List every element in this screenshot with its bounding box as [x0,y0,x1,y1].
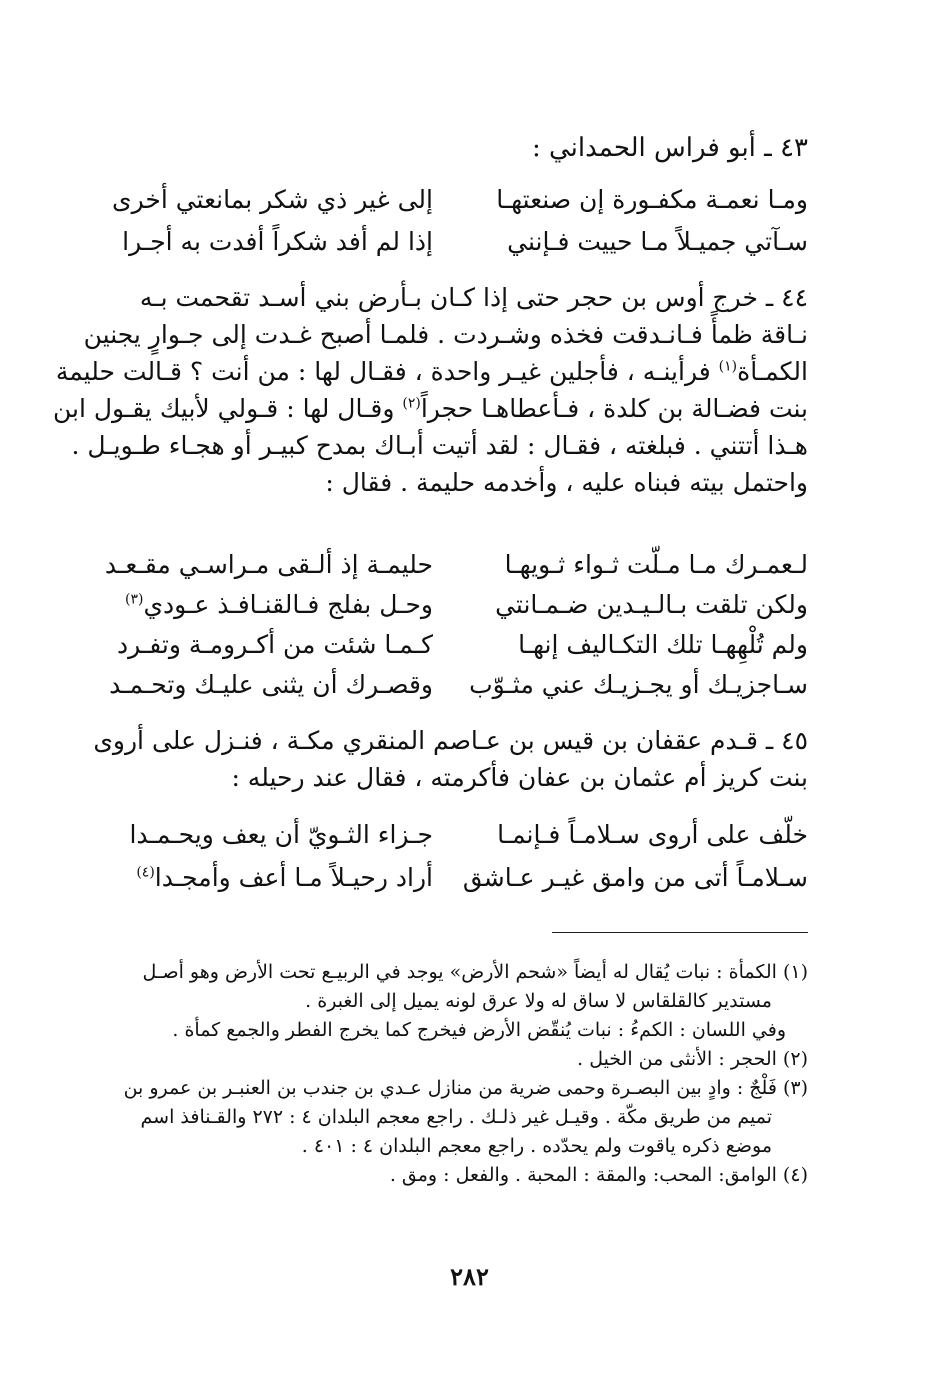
verse-hemistich-second: إذا لم أفد شكراً أفدت به أجـرا [122,227,433,256]
verse-line [100,815,808,855]
page-number: ٢٨٢ [450,1262,489,1291]
verse-line [100,858,808,898]
verse-text: أراد رحيـلاً مـا أعف وأمجـدا [154,863,433,892]
prose-line: بنت كريز أم عثمان بن عفان فأكرمته ، فقال عند رحيله : [231,763,808,792]
verse-line [100,625,808,665]
verse-hemistich-first: ومـا نعمـة مكفـورة إن صنعتهـا [496,185,808,214]
prose-line: هـذا أتتني . فبلغته ، فقـال : لقد أتيت أبـاك بمدح كبيـر أو هجـاء طـويـل . [71,431,808,460]
footnote-ref-3[interactable]: (٣) [124,591,144,608]
prose-line [53,390,808,427]
verse-hemistich-first: سـآتي جميـلاً مـا حييت فـإنني [507,227,808,256]
section-45-prose [93,722,808,796]
footnote-1-continuation: مستدير كالقلقاس لا ساق له ولا عرق لونه يميل إلى الغبرة . [305,990,772,1012]
verse-hemistich-second [125,585,433,625]
footnote-separator [552,932,808,933]
footnote-4: (٤) الوامق: المحب: والمقة : المحبة . والفعل : ومق . [389,1164,808,1186]
verse-hemistich-first: سـلامـاً أتى من وامق غيـر عـاشق [462,863,808,892]
verse-hemistich-first: ولكن تلقت بـالـيـدين ضـمـانتي [495,590,808,619]
section-44-prose [53,279,808,501]
verse-line [100,180,808,220]
prose-text: فرأينـه ، فأجلين غيـر واحدة ، فقـال لها : من أنت ؟ قـالت حليمة [55,357,719,386]
verse-hemistich-first: خلّف على أروى سـلامـاً فـإنمـا [497,820,808,849]
verse-hemistich-first: ولم تُلْهِهـا تلك التكـاليف إنهـا [518,630,808,659]
footnote-1: (١) الكمأة : نبات يُقال له أيضاً «شحم الأرض» يوجد في الربيـع تحت الأرض وهو أصـل [142,961,808,983]
footnote-3-continuation: موضع ذكره ياقوت ولم يحدّده . راجع معجم البلدان ٤ : ٤٠١ . [301,1135,772,1157]
prose-line: ٤٥ ـ قـدم عقفان بن قيس بن عـاصم المنقري مكـة ، فنـزل على أروى [93,726,808,755]
prose-text: وقـال لها : قـولي لأبيك يقـول ابن [53,394,403,423]
footnote-ref-2[interactable]: (٢) [402,395,421,412]
prose-line: نـاقة ظمأً فـانـدقت فخذه وشـردت . فلمـا أصبح غـدت إلى جـوارٍ يجنين [83,320,808,349]
footnote-3: (٣) فَلْجٌ : وادٍ بين البصـرة وحمى ضرية من منازل عـدي بن جندب بن العنبـر بن عمرو بن [123,1077,808,1099]
footnote-ref-1[interactable]: (١) [718,358,738,375]
verse-hemistich-second [136,858,433,898]
prose-text: بنت فضـالة بن كلدة ، فـأعطاهـا حجراً [420,394,808,423]
verse-line [100,222,808,262]
verse-hemistich-second: وقصـرك أن يثنى عليـك وتحـمـد [109,670,433,699]
verse-line [100,545,808,585]
section-43-heading: ٤٣ ـ أبو فراس الحمداني : [531,133,808,163]
prose-line: ٤٤ ـ خرج أوس بن حجر حتى إذا كـان بـأرض بني أسـد تقحمت بـه [139,283,808,312]
verse-line [100,665,808,705]
verse-hemistich-second: كـمـا شئت من أكـرومـة وتفـرد [117,630,433,659]
verse-hemistich-first: سـاجزيـك أو يجـزيـك عني مثـوّب [469,670,808,699]
verse-text: وحـل بفلج فـالقنـافـذ عـودي [143,590,433,619]
verse-hemistich-second: جـزاء الثـويّ أن يعف ويحـمـدا [129,820,433,849]
footnote-2: (٢) الحجر : الأنثى من الخيل . [577,1048,808,1070]
verse-hemistich-first: لـعمـرك مـا مـلّت ثـواء ثـويهـا [504,550,808,579]
footnotes [100,958,808,1190]
footnote-ref-4[interactable]: (٤) [136,864,155,881]
verse-line [100,585,808,625]
footnote-3-continuation: تميم من طريق مكّة . وقيـل غير ذلـك . راجع معجم البلدان ٤ : ٢٧٢ والقـنافذ اسم [140,1106,772,1128]
verse-hemistich-second: حليمـة إذ ألـقى مـراسـي مقـعـد [104,550,433,579]
prose-text: الكمـأة [737,357,808,386]
prose-line: واحتمل بيته فبناه عليه ، وأخدمه حليمة . فقال : [325,468,808,497]
footnote-1-extra: وفي اللسان : الكمءُ : نبات يُنقّض الأرض فيخرج كما يخرج الفطر والجمع كمأة . [172,1019,786,1041]
verse-hemistich-second: إلى غير ذي شكر بمانعتي أخرى [112,185,433,214]
prose-line [55,353,808,390]
